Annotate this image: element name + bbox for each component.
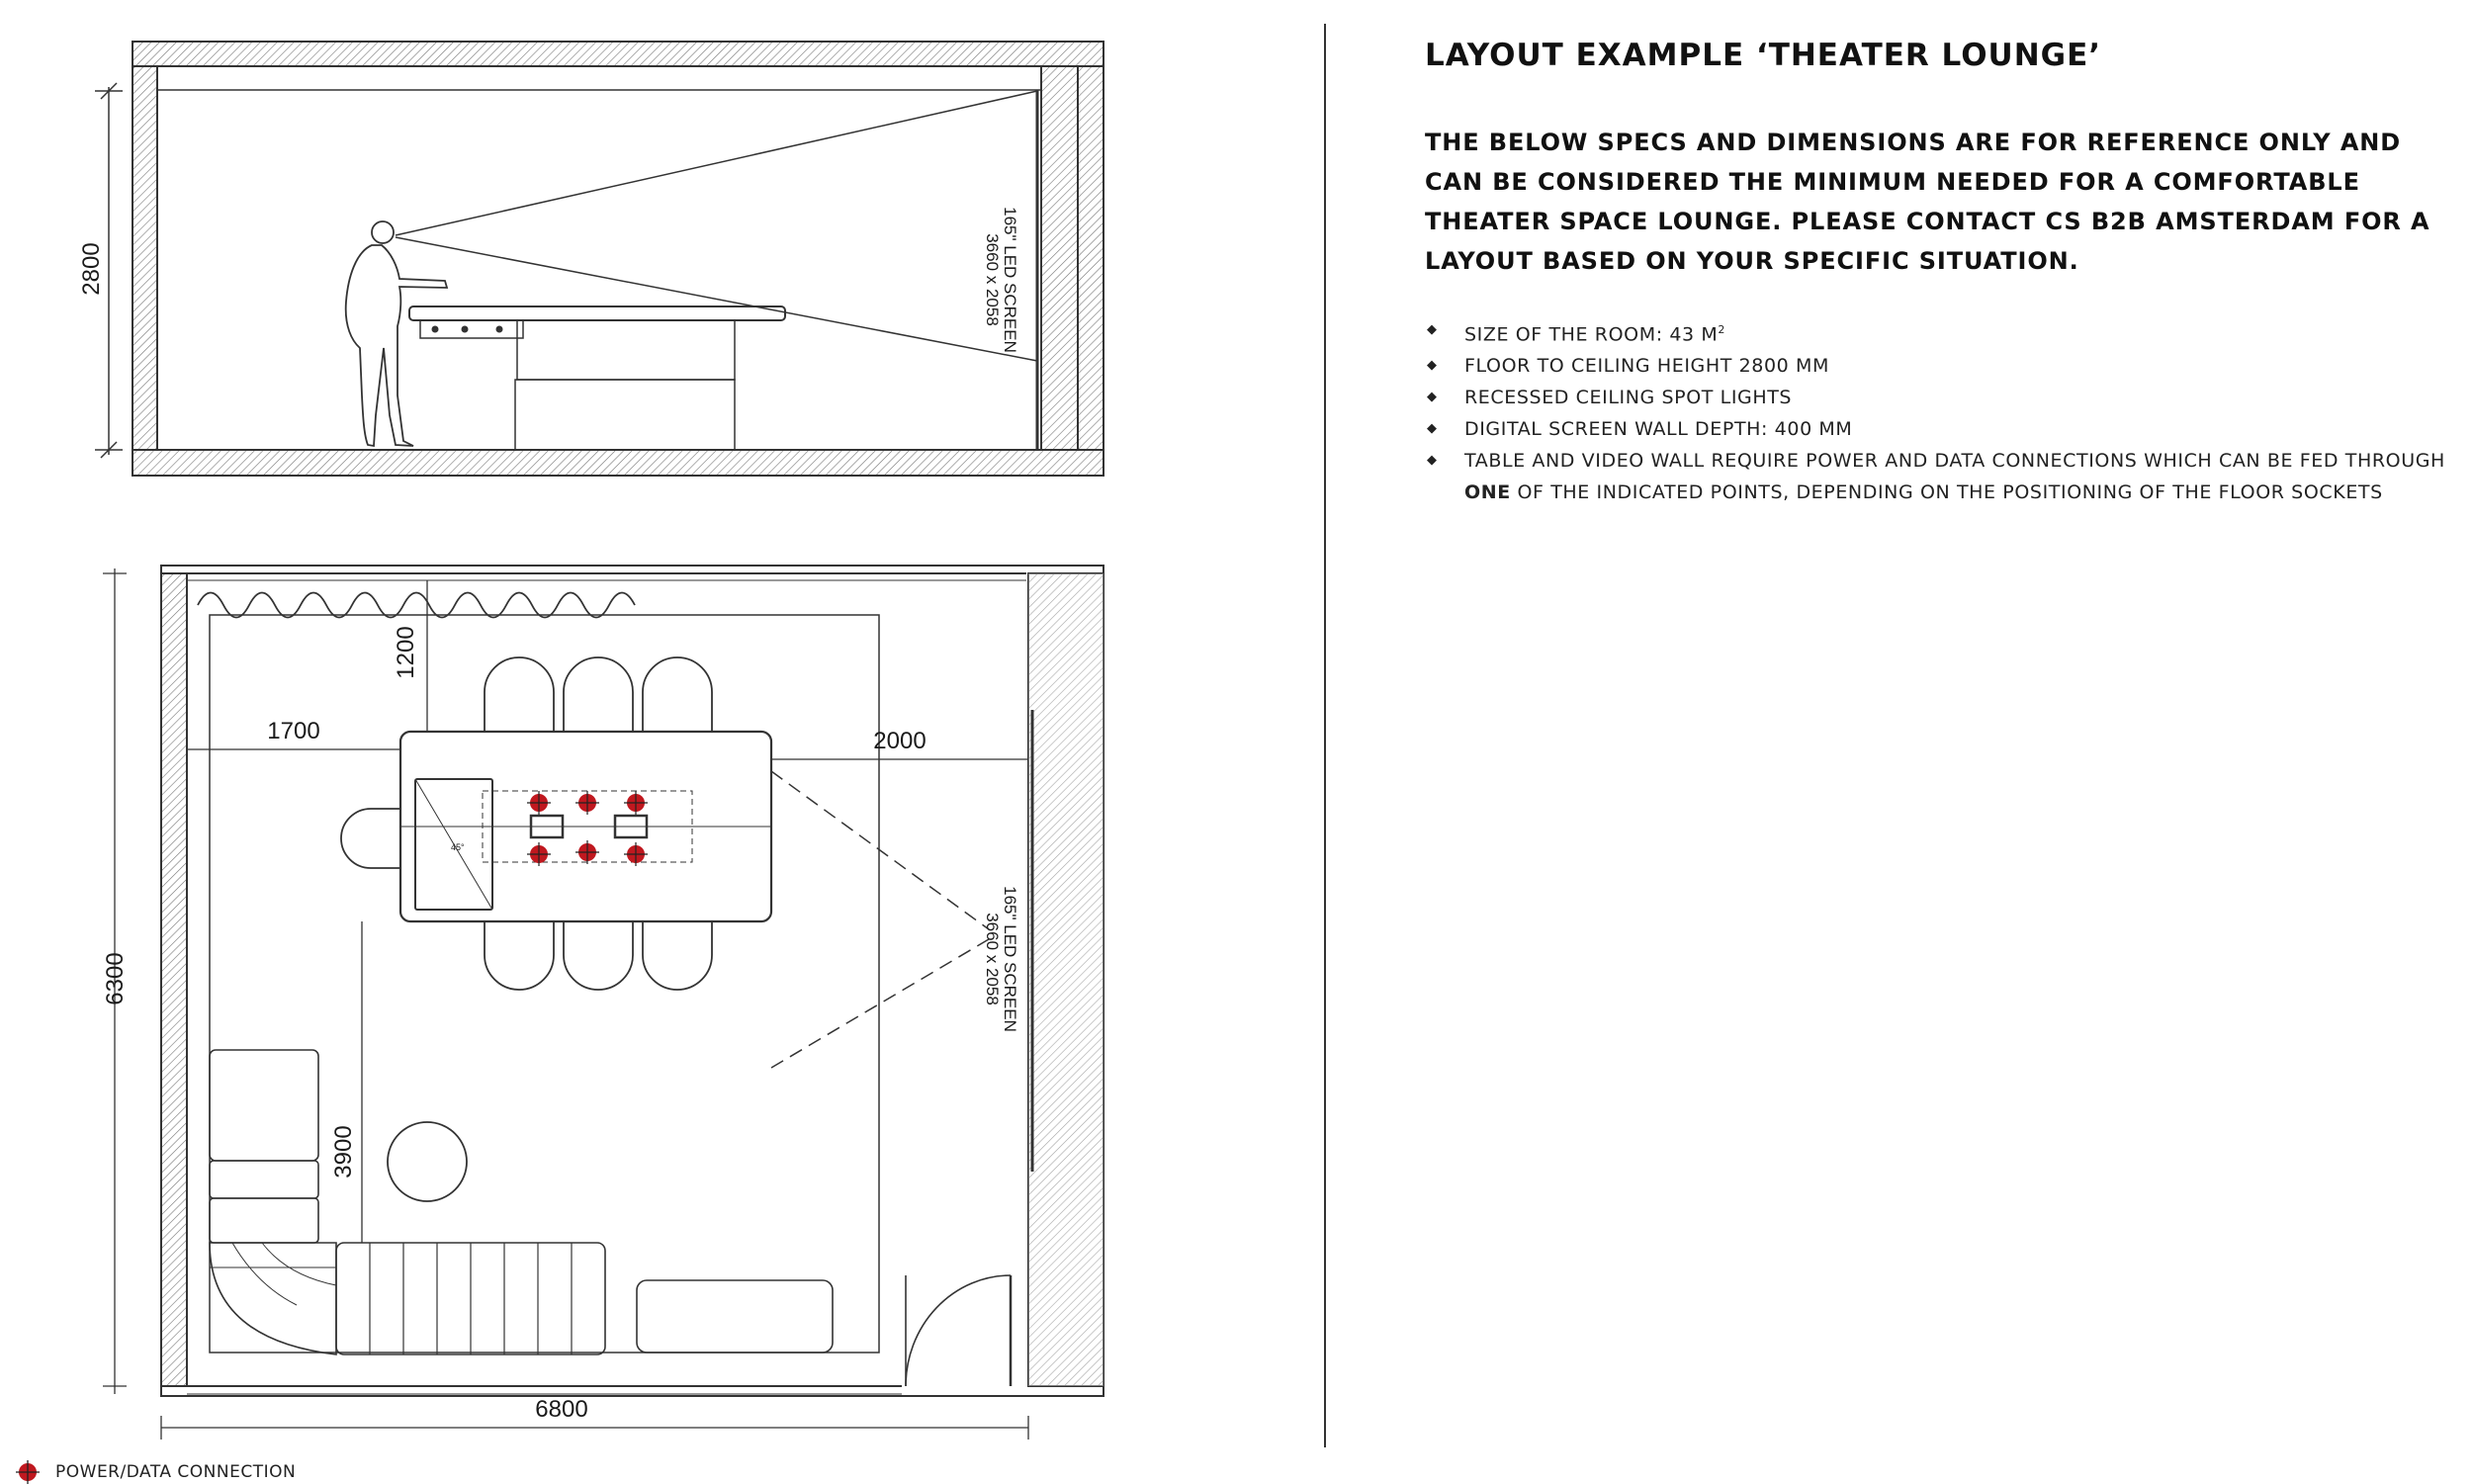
plan-left-clearance-label: 1700 bbox=[267, 718, 320, 744]
spec-list bbox=[1425, 314, 2453, 508]
elevation-height-label: 2800 bbox=[78, 242, 105, 296]
chairs-top bbox=[485, 657, 712, 732]
spec-item-ceiling-height bbox=[1425, 350, 2453, 382]
plan-screen-label: 165" LED SCREEN bbox=[1001, 886, 1019, 1032]
plan-sofa-clearance-label: 3900 bbox=[330, 1125, 357, 1178]
plan-width-label: 6800 bbox=[535, 1396, 588, 1423]
side-cabinet bbox=[637, 1280, 833, 1353]
power-data-connection-icon bbox=[527, 791, 551, 815]
elevation-left-wall bbox=[132, 66, 157, 450]
power-data-connections bbox=[527, 791, 648, 866]
sofa bbox=[210, 1050, 605, 1354]
curtain bbox=[198, 593, 635, 618]
spec-item-room-size bbox=[1425, 314, 2453, 350]
coffee-table bbox=[388, 1122, 467, 1201]
elevation-screen-size: 3660 x 2058 bbox=[983, 233, 1002, 326]
spec-item-spot-lights bbox=[1425, 382, 2453, 413]
elevation-view bbox=[95, 42, 1104, 476]
page-title: LAYOUT EXAMPLE ‘THEATER LOUNGE’ bbox=[1425, 38, 2102, 73]
plan-right-clearance-label: 2000 bbox=[873, 728, 927, 754]
elevation-screen-label: 165" LED SCREEN bbox=[1001, 207, 1019, 353]
chairs-bottom bbox=[485, 921, 712, 990]
power-data-connection-icon bbox=[575, 791, 599, 815]
plan-screen-size: 3660 x 2058 bbox=[983, 913, 1002, 1005]
sightline-top bbox=[396, 91, 1037, 235]
panel-divider bbox=[1324, 24, 1326, 1447]
spec-item-emphasis: ONE bbox=[1464, 481, 1511, 504]
power-data-connection-icon bbox=[16, 1460, 40, 1484]
diamond-bullet-icon: ◆ bbox=[1427, 421, 1438, 437]
table-screen-angle: 45° bbox=[451, 842, 465, 852]
spec-item-text-tail: OF THE INDICATED POINTS, DEPENDING ON THE POSITIONING OF THE FLOOR SOCKETS bbox=[1510, 481, 2383, 504]
diamond-bullet-icon: ◆ bbox=[1427, 453, 1438, 469]
power-data-connection-icon bbox=[575, 840, 599, 864]
floor-plan bbox=[103, 566, 1104, 1440]
elevation-right-wall bbox=[1078, 66, 1104, 450]
elevation-screen-wall bbox=[1041, 66, 1078, 450]
spec-item-wall-depth bbox=[1425, 413, 2453, 445]
person-silhouette bbox=[346, 221, 447, 446]
legend-label: POWER/DATA CONNECTION bbox=[55, 1462, 297, 1482]
legend bbox=[16, 1461, 296, 1483]
spec-panel bbox=[1425, 38, 2453, 508]
spec-item-superscript: 2 bbox=[1718, 323, 1725, 336]
spec-item-text: FLOOR TO CEILING HEIGHT 2800 MM bbox=[1464, 355, 1829, 378]
spec-item-text: SIZE OF THE ROOM: 43 M bbox=[1464, 323, 1719, 346]
diamond-bullet-icon: ◆ bbox=[1427, 358, 1438, 374]
plan-dimensions bbox=[103, 568, 1028, 1440]
power-data-connection-icon bbox=[624, 791, 648, 815]
chair-head bbox=[341, 809, 400, 868]
diamond-bullet-icon: ◆ bbox=[1427, 322, 1438, 337]
spec-intro: THE BELOW SPECS AND DIMENSIONS ARE FOR REFERENCE ONLY AND CAN BE CONSIDERED THE MINIMUM NEEDED FOR A COMFORTABLE THEATER SPACE LOUNGE. PLEASE CONTACT CS B2B AMSTERDAM FOR A LAYOUT BASED ON YOUR SPECIFIC SITUATION. bbox=[1425, 129, 2430, 275]
elevation-ceiling-slab bbox=[132, 42, 1104, 66]
plan-top-clearance-label: 1200 bbox=[393, 626, 419, 679]
diamond-bullet-icon: ◆ bbox=[1427, 390, 1438, 405]
spec-item-text: TABLE AND VIDEO WALL REQUIRE POWER AND DATA CONNECTIONS WHICH CAN BE FED THROUGH bbox=[1464, 450, 2445, 473]
sightline-bottom bbox=[396, 237, 1037, 361]
spec-item-power bbox=[1425, 445, 2453, 508]
plan-left-wall bbox=[161, 573, 187, 1386]
spec-item-text: RECESSED CEILING SPOT LIGHTS bbox=[1464, 387, 1793, 409]
elevation-floor-slab bbox=[132, 450, 1104, 476]
door bbox=[906, 1275, 1011, 1386]
elevation-table bbox=[409, 306, 785, 450]
plan-depth-label: 6300 bbox=[102, 952, 129, 1005]
spec-item-text: DIGITAL SCREEN WALL DEPTH: 400 MM bbox=[1464, 418, 1853, 441]
